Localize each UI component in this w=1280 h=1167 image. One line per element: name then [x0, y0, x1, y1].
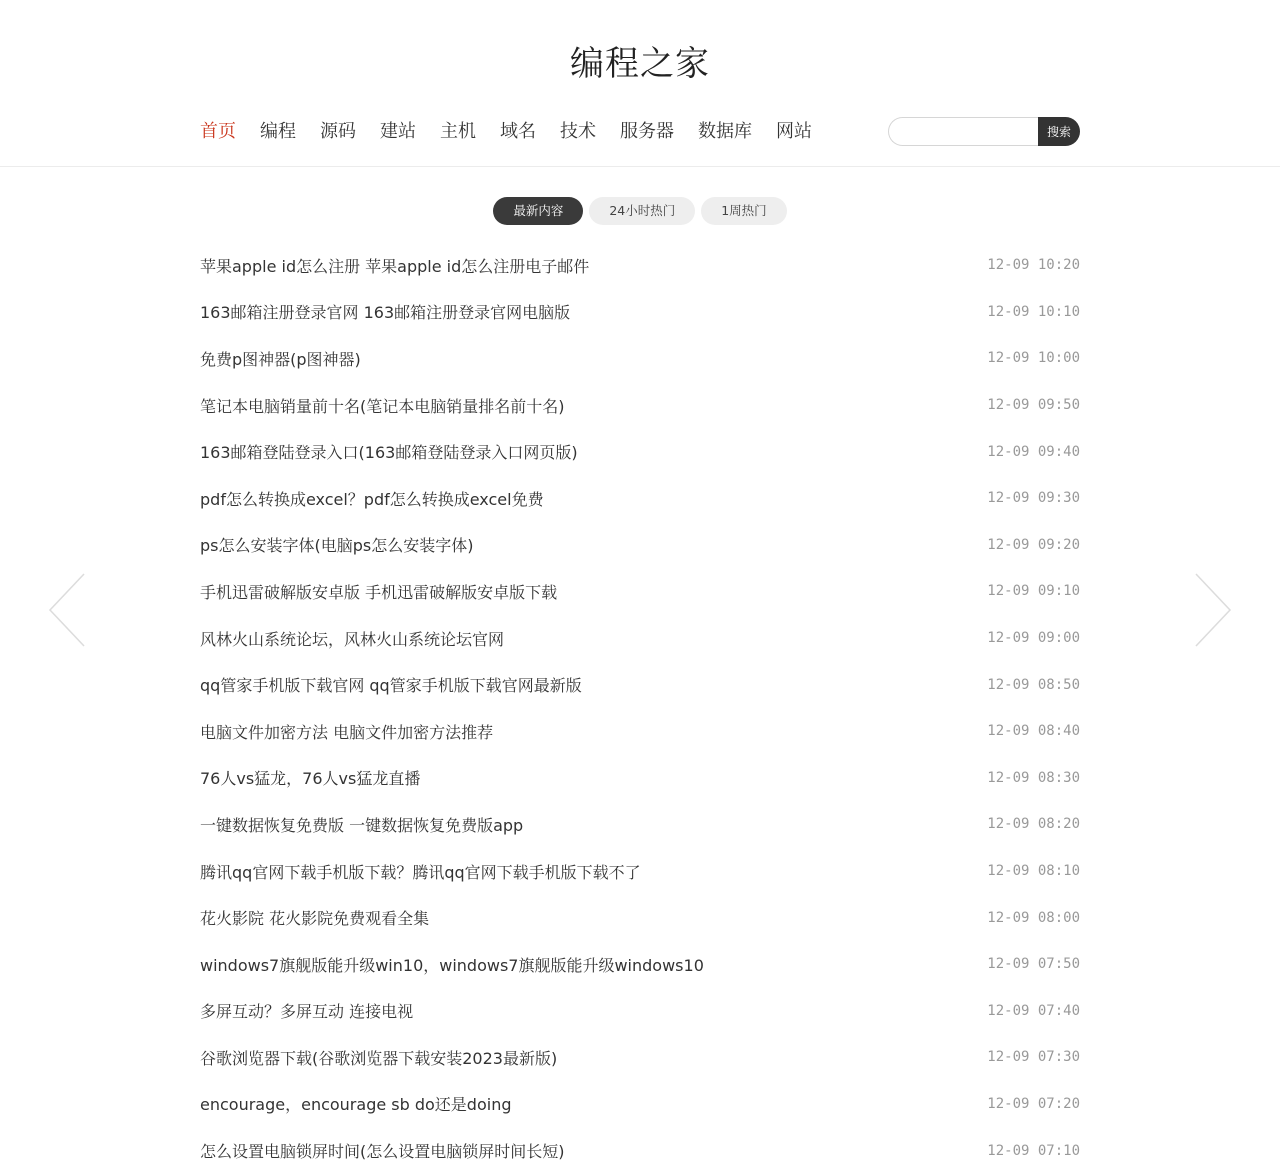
list-item: [200, 1081, 1080, 1128]
tab-latest[interactable]: 最新内容: [493, 197, 583, 225]
article-title-link[interactable]: 163邮箱注册登录官网 163邮箱注册登录官网电脑版: [200, 303, 571, 323]
article-date: 12-09 07:10: [987, 1142, 1080, 1159]
list-item: [200, 941, 1080, 988]
article-title-link[interactable]: 免费p图神器(p图神器): [200, 349, 361, 369]
article-date: 12-09 08:30: [987, 769, 1080, 786]
article-title-link[interactable]: 多屏互动？多屏互动 连接电视: [200, 1002, 414, 1022]
article-date: 12-09 09:30: [987, 490, 1080, 507]
nav-item-server[interactable]: 服务器: [620, 121, 674, 142]
article-date: 12-09 08:00: [987, 909, 1080, 926]
nav-item-website[interactable]: 网站: [776, 121, 812, 142]
list-item: [200, 848, 1080, 895]
article-date: 12-09 09:20: [987, 536, 1080, 553]
article-date: 12-09 10:10: [987, 303, 1080, 320]
article-date: 12-09 09:10: [987, 583, 1080, 600]
article-title-link[interactable]: 76人vs猛龙，76人vs猛龙直播: [200, 769, 421, 789]
list-item: [200, 382, 1080, 429]
article-date: 12-09 08:50: [987, 676, 1080, 693]
list-item: [200, 615, 1080, 662]
nav-item-hosting[interactable]: 主机: [440, 121, 476, 142]
article-title-link[interactable]: 谷歌浏览器下载(谷歌浏览器下载安装2023最新版): [200, 1048, 558, 1068]
nav-item-tech[interactable]: 技术: [560, 121, 596, 142]
list-item: [200, 335, 1080, 382]
chevron-right-icon: [1192, 572, 1232, 648]
article-title-link[interactable]: 电脑文件加密方法 电脑文件加密方法推荐: [200, 722, 494, 742]
nav-item-domain[interactable]: 域名: [500, 121, 536, 142]
nav-item-database[interactable]: 数据库: [698, 121, 752, 142]
list-item: [200, 1127, 1080, 1167]
list-item: [200, 522, 1080, 569]
tab-24h-hot[interactable]: 24小时热门: [589, 197, 695, 225]
article-date: 12-09 09:50: [987, 397, 1080, 414]
search-button[interactable]: 搜索: [1038, 117, 1080, 146]
article-title-link[interactable]: 苹果apple id怎么注册 苹果apple id怎么注册电子邮件: [200, 256, 590, 276]
article-date: 12-09 08:40: [987, 723, 1080, 740]
search-form: [888, 117, 1080, 146]
list-item: [200, 661, 1080, 708]
article-title-link[interactable]: 163邮箱登陆登录入口(163邮箱登陆登录入口网页版): [200, 443, 578, 463]
list-item: [200, 988, 1080, 1035]
article-title-link[interactable]: 手机迅雷破解版安卓版 手机迅雷破解版安卓版下载: [200, 582, 558, 602]
list-item: [200, 1034, 1080, 1081]
next-arrow-button[interactable]: [1192, 572, 1232, 648]
list-item: [200, 708, 1080, 755]
article-date: 12-09 09:00: [987, 630, 1080, 647]
article-title-link[interactable]: 风林火山系统论坛，风林火山系统论坛官网: [200, 629, 505, 649]
list-item: [200, 242, 1080, 289]
article-date: 12-09 07:40: [987, 1002, 1080, 1019]
nav-item-programming[interactable]: 编程: [260, 121, 296, 142]
article-date: 12-09 07:20: [987, 1095, 1080, 1112]
content-tabs: [0, 197, 1280, 225]
main-nav: [200, 112, 1080, 152]
article-date: 12-09 10:00: [987, 350, 1080, 367]
list-item: [200, 801, 1080, 848]
article-title-link[interactable]: 花火影院 花火影院免费观看全集: [200, 909, 430, 929]
nav-item-source-code[interactable]: 源码: [320, 121, 356, 142]
search-input[interactable]: [888, 117, 1038, 146]
article-title-link[interactable]: 腾讯qq官网下载手机版下载？腾讯qq官网下载手机版下载不了: [200, 862, 641, 882]
article-title-link[interactable]: 笔记本电脑销量前十名(笔记本电脑销量排名前十名): [200, 396, 565, 416]
article-date: 12-09 08:20: [987, 816, 1080, 833]
nav-list: [200, 112, 836, 152]
site-title[interactable]: 编程之家: [570, 44, 710, 84]
header-divider: [0, 166, 1280, 167]
tab-week-hot[interactable]: 1周热门: [701, 197, 786, 225]
nav-item-site-building[interactable]: 建站: [380, 121, 416, 142]
article-title-link[interactable]: qq管家手机版下载官网 qq管家手机版下载官网最新版: [200, 676, 582, 696]
nav-item-home[interactable]: 首页: [200, 121, 236, 142]
article-title-link[interactable]: pdf怎么转换成excel？pdf怎么转换成excel免费: [200, 489, 544, 509]
list-item: [200, 894, 1080, 941]
list-item: [200, 428, 1080, 475]
article-title-link[interactable]: 怎么设置电脑锁屏时间(怎么设置电脑锁屏时间长短): [200, 1142, 565, 1162]
article-date: 12-09 07:30: [987, 1049, 1080, 1066]
list-item: [200, 755, 1080, 802]
article-title-link[interactable]: ps怎么安装字体(电脑ps怎么安装字体): [200, 536, 474, 556]
list-item: [200, 568, 1080, 615]
article-date: 12-09 10:20: [987, 257, 1080, 274]
list-item: [200, 475, 1080, 522]
article-title-link[interactable]: windows7旗舰版能升级win10，windows7旗舰版能升级windows10: [200, 955, 704, 975]
article-date: 12-09 08:10: [987, 863, 1080, 880]
article-date: 12-09 07:50: [987, 956, 1080, 973]
article-title-link[interactable]: 一键数据恢复免费版 一键数据恢复免费版app: [200, 815, 524, 835]
article-title-link[interactable]: encourage，encourage sb do还是doing: [200, 1095, 512, 1115]
list-item: [200, 289, 1080, 336]
article-list: [200, 242, 1080, 1167]
chevron-left-icon: [48, 572, 88, 648]
article-date: 12-09 09:40: [987, 443, 1080, 460]
prev-arrow-button[interactable]: [48, 572, 88, 648]
